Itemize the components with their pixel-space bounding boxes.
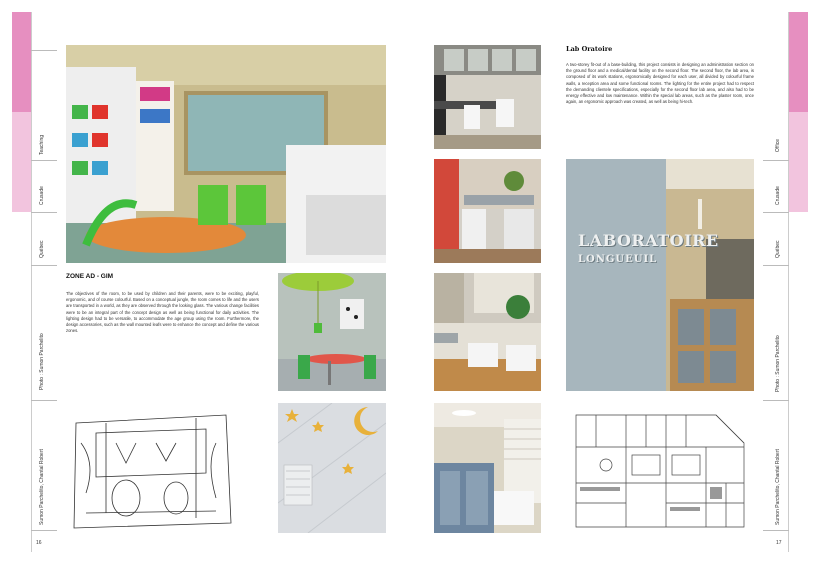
right-label-crusade: Crusade (775, 186, 781, 205)
lab-lounge-photo (434, 273, 541, 391)
left-label-crusade: Crusade (39, 186, 45, 205)
left-label-photo-credit: Photo : Sumon Parchelito (39, 333, 45, 390)
right-tab-pink (789, 12, 808, 112)
right-body-text: A two-storey fit-out of a base-building, this project consists in designing an administration section on the ground floor and a medical/dental facility on the second floor. The second floor, the lab area, is composed of its work stations, ergonomically designed for each user, all divided by colourful frame walls, a reception area and some functional rooms. The lighting for the entire project had to respect the demanding clientele specifications, especially for the second floor lab area, and also had to be energy effective and low maintenance. Within the special lab areas, such as the plaster room, once again, an ergonomic approach was created, as well as being hi-tech. (566, 62, 754, 105)
moon-stars-photo (278, 403, 386, 533)
laboratoire-sign-photo (566, 159, 754, 391)
lab-reception-photo (434, 403, 541, 533)
right-label-office: Office (775, 139, 781, 152)
lab-orange-wall-photo (434, 159, 541, 263)
left-body-text: The objectives of the room, to be used by children and their parents, were to be exciting, playful, ergonomic, and of course colourful. Based on a conceptual jungle, the room comes to life and the users are transported in a world, as they are observed through the looking glass. The various change facilities were to be an integral part of the concept design as well as being functional for daily activities. The lighting design had to be versatile, to accommodate the age group using the room. Furthermore, the design accessories, such as the wall mounted leafs were to enhance the concept and define the various zones. (66, 291, 259, 334)
left-label-designers: Sumon Parchelito, Chantal Robert (39, 449, 45, 525)
left-page-number: 16 (36, 540, 42, 546)
left-section-title: ZONE AD - GIM (66, 273, 114, 280)
right-label-photo-credit: Photo : Sumon Parchelito (775, 335, 781, 392)
right-label-quebec: Québec (775, 240, 781, 258)
sign-text-longueuil: LONGUEUIL (578, 254, 658, 265)
right-tab-light (789, 112, 808, 212)
right-label-designers: Sumon Parchelito, Chantal Robert (775, 449, 781, 525)
floor-plan-drawing (566, 403, 754, 533)
left-tab-pink (12, 12, 31, 112)
left-label-quebec: Québec (39, 240, 45, 258)
right-page-number: 17 (776, 540, 782, 546)
playroom-photo (66, 45, 386, 263)
left-label-teaching: Teaching (39, 134, 45, 155)
kids-table-photo (278, 273, 386, 391)
sketch-drawing (66, 403, 236, 533)
sign-text-laboratoire: LABORATOIRE (578, 231, 719, 250)
right-section-title: Lab Oratoire (566, 45, 613, 53)
lab-workstation-photo (434, 45, 541, 149)
left-tab-light (12, 112, 31, 212)
